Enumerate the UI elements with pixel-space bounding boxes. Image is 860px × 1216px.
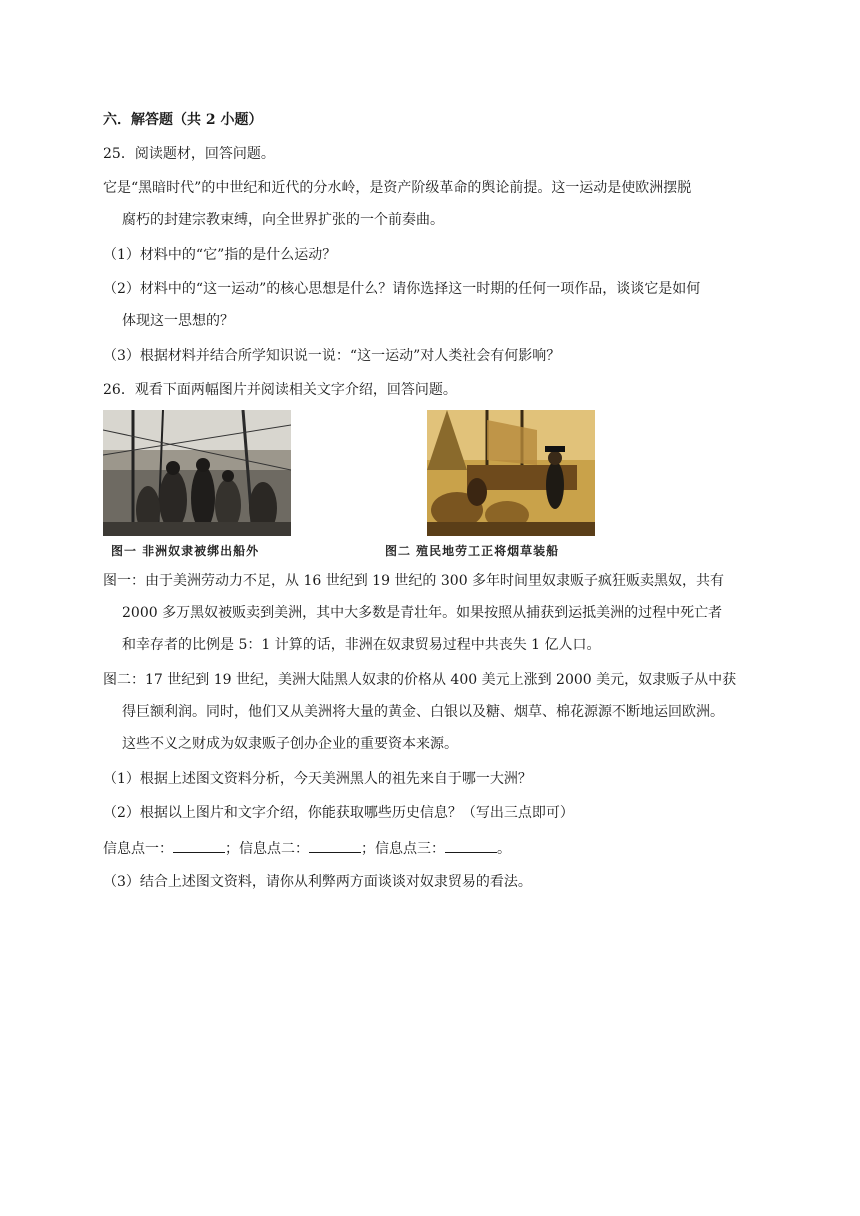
q26-text1-line1: 图一：由于美洲劳动力不足，从 16 世纪到 19 世纪的 300 多年时间里奴隶贩子疯狂贩卖黑奴，共有 <box>103 573 725 589</box>
q25-question2-line2: 体现这一思想的？ <box>122 313 234 329</box>
figure1 <box>103 410 293 562</box>
q25-stem: 25．阅读题材，回答问题。 <box>103 146 275 162</box>
info2-answer-blank[interactable] <box>309 838 361 853</box>
q25-material-line1: 它是“黑暗时代”的中世纪和近代的分水岭，是资产阶级革命的舆论前提。这一运动是使欧洲摆脱 <box>103 180 692 196</box>
q25-question3: （3）根据材料并结合所学知识说一说：“这一运动”对人类社会有何影响？ <box>103 348 561 364</box>
q26-question1: （1）根据上述图文资料分析，今天美洲黑人的祖先来自于哪一大洲？ <box>103 771 532 787</box>
q26-text2-line1: 图二：17 世纪到 19 世纪，美洲大陆黑人奴隶的价格从 400 美元上涨到 2000 美元，奴隶贩子从中获 <box>103 672 737 688</box>
q26-info-line <box>103 838 511 859</box>
q26-question3: （3）结合上述图文资料，请你从利弊两方面谈谈对奴隶贸易的看法。 <box>103 874 532 890</box>
q26-text2-line2: 得巨额利润。同时，他们又从美洲将大量的黄金、白银以及糖、烟草、棉花源源不断地运回欧洲。 <box>122 704 724 720</box>
info3-answer-blank[interactable] <box>445 838 497 853</box>
q25-question1: （1）材料中的“它”指的是什么运动？ <box>103 247 337 263</box>
q26-text2-line3: 这些不义之财成为奴隶贩子创办企业的重要资本来源。 <box>122 736 458 752</box>
q25-material-line2: 腐朽的封建宗教束缚，向全世界扩张的一个前奏曲。 <box>122 212 444 228</box>
q26-stem: 26．观看下面两幅图片并阅读相关文字介绍，回答问题。 <box>103 382 457 398</box>
q26-question2: （2）根据以上图片和文字介绍，你能获取哪些历史信息？（写出三点即可） <box>103 805 574 821</box>
figure1-image <box>103 410 291 536</box>
q25-question2-line1: （2）材料中的“这一运动”的核心思想是什么？请你选择这一时期的任何一项作品，谈谈它是如何 <box>103 281 701 297</box>
info1-label: 信息点一： <box>103 841 173 857</box>
figure2-caption: 图二 殖民地劳工正将烟草装船 <box>385 544 560 558</box>
q26-text1-line3: 和幸存者的比例是 5：1 计算的话，非洲在奴隶贸易过程中共丧失 1 亿人口。 <box>122 637 601 653</box>
figure1-caption: 图一 非洲奴隶被绑出船外 <box>111 544 260 558</box>
figure2 <box>385 410 605 562</box>
section-title: 六．解答题（共 2 小题） <box>103 112 263 128</box>
info1-answer-blank[interactable] <box>173 838 225 853</box>
q26-text1-line2: 2000 多万黑奴被贩卖到美洲，其中大多数是青壮年。如果按照从捕获到运抵美洲的过程中死亡者 <box>122 605 723 621</box>
info3-label: ；信息点三： <box>361 841 445 857</box>
figure2-image <box>427 410 595 536</box>
info2-label: ；信息点二： <box>225 841 309 857</box>
info-end: 。 <box>497 841 511 857</box>
